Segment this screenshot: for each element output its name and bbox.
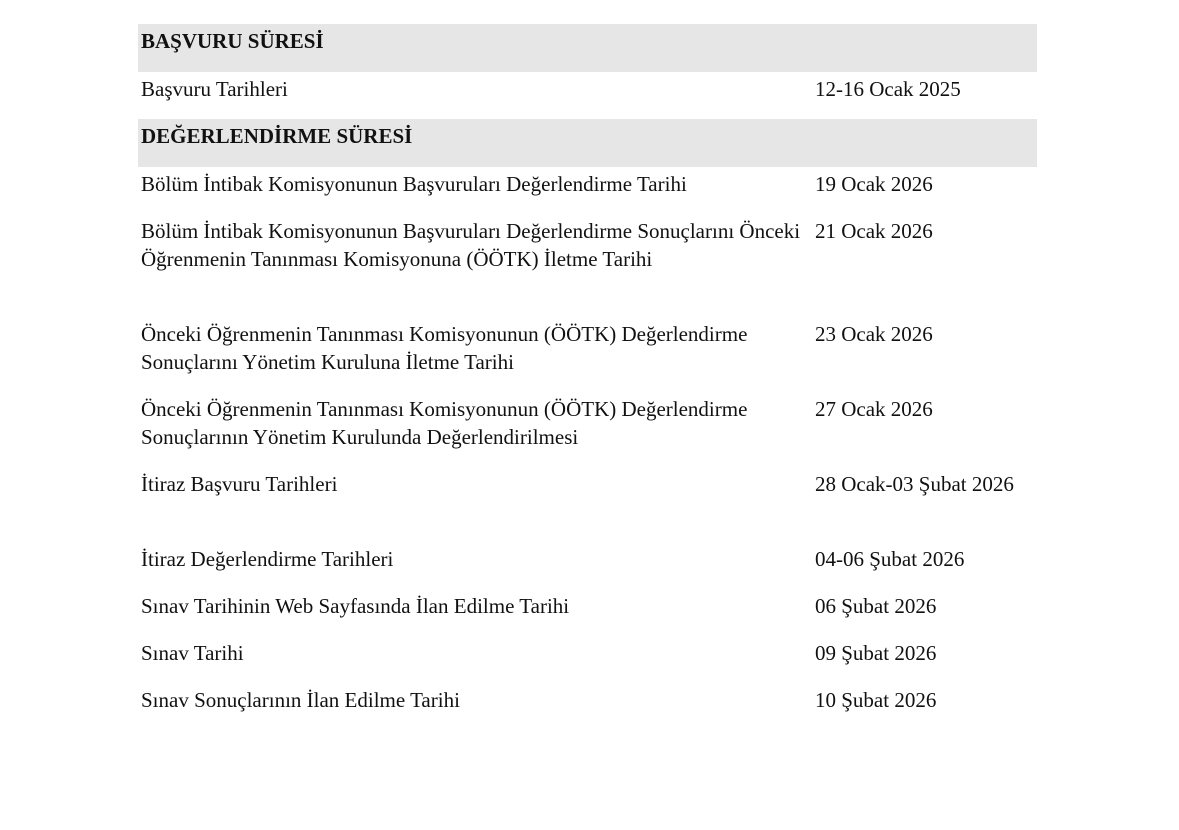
section-header-degerlendirme-suresi: DEĞERLENDİRME SÜRESİ bbox=[138, 119, 1037, 167]
row-label: Bölüm İntibak Komisyonunun Başvuruları Değerlendirme Tarihi bbox=[141, 172, 687, 196]
row-date: 23 Ocak 2026 bbox=[815, 322, 933, 346]
table-row bbox=[138, 392, 1037, 467]
row-label: Başvuru Tarihleri bbox=[141, 77, 288, 101]
row-label: Sınav Sonuçlarının İlan Edilme Tarihi bbox=[141, 688, 460, 712]
row-label: Önceki Öğrenmenin Tanınması Komisyonunun (ÖÖTK) Değerlendirme Sonuçlarının Yönetim Kurulunda Değerlendirilmesi bbox=[141, 397, 748, 449]
row-label: İtiraz Başvuru Tarihleri bbox=[141, 472, 338, 496]
section-header-basvuru-suresi: BAŞVURU SÜRESİ bbox=[138, 24, 1037, 72]
table-row bbox=[138, 589, 1037, 636]
table-row bbox=[138, 317, 1037, 392]
row-date: 12-16 Ocak 2025 bbox=[815, 77, 961, 101]
schedule-table bbox=[138, 24, 1037, 730]
row-date: 06 Şubat 2026 bbox=[815, 594, 937, 618]
table-row bbox=[138, 72, 1037, 119]
row-date: 10 Şubat 2026 bbox=[815, 688, 937, 712]
table-row bbox=[138, 542, 1037, 589]
table-row bbox=[138, 683, 1037, 730]
row-label: Önceki Öğrenmenin Tanınması Komisyonunun (ÖÖTK) Değerlendirme Sonuçlarını Yönetim Kuruluna İletme Tarihi bbox=[141, 322, 748, 374]
table-row bbox=[138, 214, 1037, 317]
row-label: Bölüm İntibak Komisyonunun Başvuruları Değerlendirme Sonuçlarını Önceki Öğrenmenin Tanınması Komisyonuna (ÖÖTK) İletme Tarihi bbox=[141, 219, 801, 271]
row-label: Sınav Tarihinin Web Sayfasında İlan Edilme Tarihi bbox=[141, 594, 570, 618]
table-row bbox=[138, 167, 1037, 214]
row-date: 28 Ocak-03 Şubat 2026 bbox=[815, 472, 1014, 496]
row-date: 09 Şubat 2026 bbox=[815, 641, 937, 665]
row-date: 19 Ocak 2026 bbox=[815, 172, 933, 196]
row-label: İtiraz Değerlendirme Tarihleri bbox=[141, 547, 394, 571]
row-date: 04-06 Şubat 2026 bbox=[815, 547, 965, 571]
table-row bbox=[138, 467, 1037, 542]
row-date: 27 Ocak 2026 bbox=[815, 397, 933, 421]
table-row bbox=[138, 636, 1037, 683]
row-date: 21 Ocak 2026 bbox=[815, 219, 933, 243]
row-label: Sınav Tarihi bbox=[141, 641, 244, 665]
